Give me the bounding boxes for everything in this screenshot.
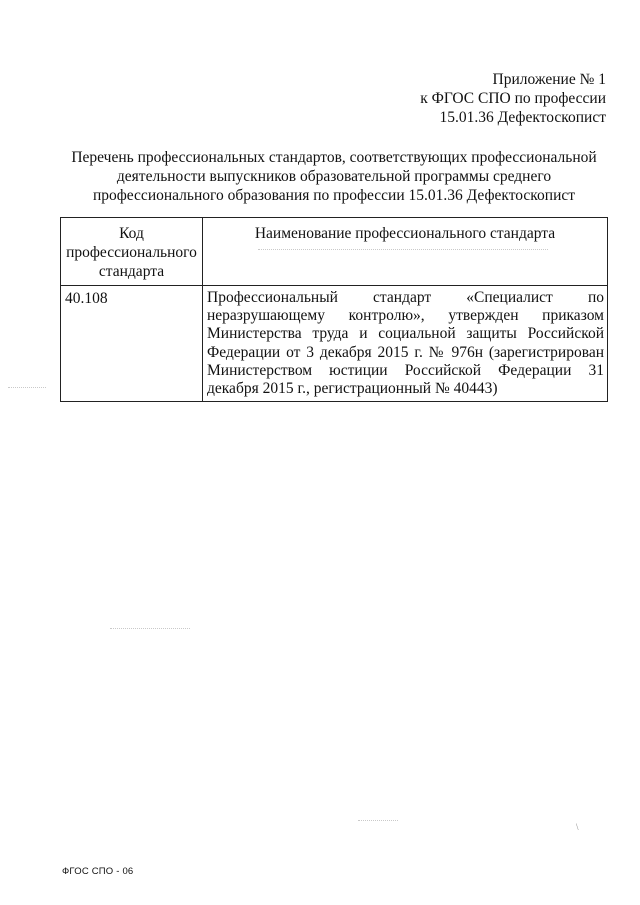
appendix-line-3: 15.01.36 Дефектоскопист: [439, 109, 606, 126]
scan-artifact-line: [110, 628, 190, 629]
header-name: Наименование профессионального стандарта: [203, 218, 608, 286]
scan-artifact-mark: \: [576, 822, 579, 832]
table-row: [61, 286, 608, 402]
scan-artifact-line: [8, 387, 46, 388]
appendix-line-2: к ФГОС СПО по профессии: [420, 90, 606, 107]
appendix-line-1: Приложение № 1: [492, 71, 606, 88]
scan-artifact-line: [358, 820, 398, 821]
standard-code: 40.108: [61, 286, 203, 402]
table-header-row: [61, 218, 608, 286]
page-footer: ФГОС СПО - 06: [62, 866, 134, 877]
header-code: Код профессионального стандарта: [61, 218, 203, 286]
scan-artifact-line: [258, 249, 548, 250]
standard-name: Профессиональный стандарт «Специалист по неразрушающему контролю», утвержден приказом Министерства труда и социальной защиты Российской Федерации от 3 декабря 2015 г. № 976н (зарегистрирован Министерством юстиции Российской Федерации 31 декабря 2015 г., регистрационный № 40443): [203, 286, 608, 402]
appendix-block: [420, 70, 606, 127]
document-title: Перечень профессиональных стандартов, соответствующих профессиональной деятельности выпускников образовательной программы среднего профессионального образования по профессии 15.01.36 Дефектоскопист: [71, 149, 597, 204]
standards-table: [60, 217, 608, 402]
